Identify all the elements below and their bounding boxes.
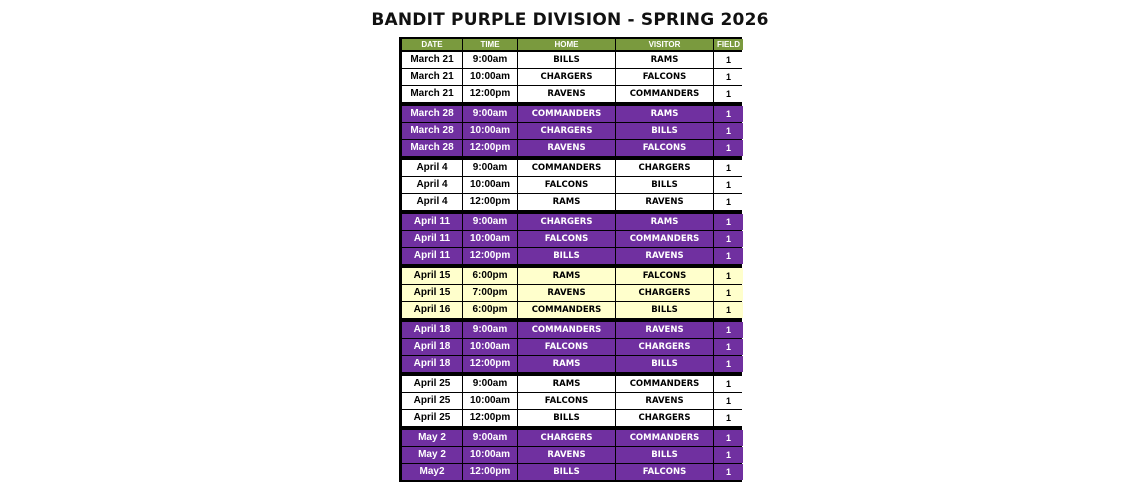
visitor-team-cell: RAMS — [616, 52, 713, 68]
home-team-cell: COMMANDERS — [518, 302, 615, 318]
time-cell: 9:00am — [463, 376, 517, 392]
visitor-team-cell: COMMANDERS — [616, 86, 713, 102]
time-cell: 12:00pm — [463, 464, 517, 480]
time-cell: 12:00pm — [463, 248, 517, 264]
schedule-title: BANDIT PURPLE DIVISION - SPRING 2026 — [371, 10, 769, 30]
time-cell: 9:00am — [463, 430, 517, 446]
home-team-cell: RAMS — [518, 356, 615, 372]
table-row — [402, 268, 739, 284]
time-cell: 9:00am — [463, 214, 517, 230]
field-cell: 1 — [714, 194, 743, 210]
time-cell: 12:00pm — [463, 86, 517, 102]
field-cell: 1 — [714, 410, 743, 426]
home-team-cell: RAMS — [518, 194, 615, 210]
visitor-team-cell: FALCONS — [616, 140, 713, 156]
visitor-team-cell: COMMANDERS — [616, 231, 713, 247]
visitor-team-cell: BILLS — [616, 123, 713, 139]
table-row — [402, 248, 739, 264]
field-cell: 1 — [714, 248, 743, 264]
visitor-team-cell: RAMS — [616, 214, 713, 230]
date-cell: May2 — [402, 464, 462, 480]
table-row — [402, 69, 739, 85]
visitor-team-cell: FALCONS — [616, 268, 713, 284]
table-row — [402, 160, 739, 176]
home-team-cell: BILLS — [518, 248, 615, 264]
home-team-cell: COMMANDERS — [518, 160, 615, 176]
visitor-team-cell: CHARGERS — [616, 160, 713, 176]
time-cell: 10:00am — [463, 339, 517, 355]
visitor-team-cell: BILLS — [616, 302, 713, 318]
table-row — [402, 356, 739, 372]
table-row — [402, 430, 739, 446]
time-cell: 7:00pm — [463, 285, 517, 301]
field-cell: 1 — [714, 177, 743, 193]
time-cell: 10:00am — [463, 231, 517, 247]
home-team-cell: CHARGERS — [518, 123, 615, 139]
date-cell: March 28 — [402, 106, 462, 122]
date-cell: March 28 — [402, 123, 462, 139]
table-row — [402, 177, 739, 193]
schedule-body — [402, 52, 739, 480]
time-cell: 12:00pm — [463, 140, 517, 156]
time-cell: 12:00pm — [463, 194, 517, 210]
date-cell: May 2 — [402, 447, 462, 463]
table-row — [402, 285, 739, 301]
home-team-cell: FALCONS — [518, 393, 615, 409]
field-cell: 1 — [714, 376, 743, 392]
table-row — [402, 464, 739, 480]
week-block — [402, 106, 739, 156]
visitor-team-cell: RAVENS — [616, 194, 713, 210]
date-cell: April 4 — [402, 160, 462, 176]
week-block — [402, 268, 739, 318]
time-cell: 10:00am — [463, 69, 517, 85]
home-team-cell: RAVENS — [518, 447, 615, 463]
home-team-cell: RAVENS — [518, 140, 615, 156]
table-row — [402, 393, 739, 409]
table-row — [402, 106, 739, 122]
time-cell: 10:00am — [463, 393, 517, 409]
table-row — [402, 410, 739, 426]
table-row — [402, 322, 739, 338]
time-cell: 9:00am — [463, 322, 517, 338]
week-block — [402, 430, 739, 480]
field-cell: 1 — [714, 322, 743, 338]
visitor-team-cell: BILLS — [616, 177, 713, 193]
visitor-team-cell: CHARGERS — [616, 410, 713, 426]
week-block — [402, 322, 739, 372]
table-row — [402, 123, 739, 139]
visitor-team-cell: RAVENS — [616, 393, 713, 409]
date-cell: March 21 — [402, 69, 462, 85]
date-cell: May 2 — [402, 430, 462, 446]
schedule-table — [399, 37, 742, 482]
home-team-cell: FALCONS — [518, 177, 615, 193]
time-cell: 6:00pm — [463, 302, 517, 318]
table-row — [402, 231, 739, 247]
home-team-cell: FALCONS — [518, 231, 615, 247]
field-cell: 1 — [714, 214, 743, 230]
date-cell: April 25 — [402, 393, 462, 409]
visitor-team-cell: CHARGERS — [616, 285, 713, 301]
visitor-team-cell: RAMS — [616, 106, 713, 122]
table-row — [402, 302, 739, 318]
date-cell: April 11 — [402, 231, 462, 247]
field-cell: 1 — [714, 464, 743, 480]
home-team-cell: COMMANDERS — [518, 106, 615, 122]
field-cell: 1 — [714, 447, 743, 463]
visitor-team-cell: CHARGERS — [616, 339, 713, 355]
visitor-team-cell: COMMANDERS — [616, 376, 713, 392]
table-row — [402, 194, 739, 210]
table-row — [402, 376, 739, 392]
field-cell: 1 — [714, 302, 743, 318]
field-cell: 1 — [714, 268, 743, 284]
header-field: FIELD — [714, 39, 743, 50]
date-cell: April 15 — [402, 285, 462, 301]
home-team-cell: BILLS — [518, 410, 615, 426]
date-cell: April 4 — [402, 177, 462, 193]
time-cell: 10:00am — [463, 177, 517, 193]
field-cell: 1 — [714, 393, 743, 409]
field-cell: 1 — [714, 106, 743, 122]
table-row — [402, 86, 739, 102]
home-team-cell: CHARGERS — [518, 69, 615, 85]
home-team-cell: RAVENS — [518, 86, 615, 102]
field-cell: 1 — [714, 52, 743, 68]
visitor-team-cell: COMMANDERS — [616, 430, 713, 446]
header-date: DATE — [402, 39, 462, 50]
week-block — [402, 160, 739, 210]
field-cell: 1 — [714, 160, 743, 176]
date-cell: March 21 — [402, 86, 462, 102]
home-team-cell: CHARGERS — [518, 430, 615, 446]
time-cell: 9:00am — [463, 106, 517, 122]
week-block — [402, 376, 739, 426]
visitor-team-cell: FALCONS — [616, 464, 713, 480]
table-row — [402, 214, 739, 230]
visitor-team-cell: RAVENS — [616, 322, 713, 338]
time-cell: 9:00am — [463, 52, 517, 68]
date-cell: April 18 — [402, 356, 462, 372]
header-home: HOME — [518, 39, 615, 50]
table-header-row — [402, 39, 739, 50]
week-block — [402, 214, 739, 264]
week-block — [402, 52, 739, 102]
table-row — [402, 52, 739, 68]
visitor-team-cell: BILLS — [616, 356, 713, 372]
field-cell: 1 — [714, 123, 743, 139]
table-row — [402, 140, 739, 156]
date-cell: April 15 — [402, 268, 462, 284]
time-cell: 12:00pm — [463, 356, 517, 372]
time-cell: 9:00am — [463, 160, 517, 176]
field-cell: 1 — [714, 231, 743, 247]
home-team-cell: FALCONS — [518, 339, 615, 355]
home-team-cell: RAMS — [518, 376, 615, 392]
time-cell: 10:00am — [463, 447, 517, 463]
home-team-cell: BILLS — [518, 52, 615, 68]
field-cell: 1 — [714, 285, 743, 301]
header-time: TIME — [463, 39, 517, 50]
visitor-team-cell: BILLS — [616, 447, 713, 463]
time-cell: 10:00am — [463, 123, 517, 139]
date-cell: April 16 — [402, 302, 462, 318]
date-cell: April 4 — [402, 194, 462, 210]
date-cell: April 11 — [402, 248, 462, 264]
date-cell: April 25 — [402, 410, 462, 426]
date-cell: April 11 — [402, 214, 462, 230]
time-cell: 6:00pm — [463, 268, 517, 284]
field-cell: 1 — [714, 86, 743, 102]
date-cell: April 18 — [402, 339, 462, 355]
field-cell: 1 — [714, 356, 743, 372]
table-row — [402, 339, 739, 355]
date-cell: March 21 — [402, 52, 462, 68]
visitor-team-cell: FALCONS — [616, 69, 713, 85]
home-team-cell: RAVENS — [518, 285, 615, 301]
date-cell: April 18 — [402, 322, 462, 338]
field-cell: 1 — [714, 339, 743, 355]
home-team-cell: CHARGERS — [518, 214, 615, 230]
home-team-cell: RAMS — [518, 268, 615, 284]
home-team-cell: COMMANDERS — [518, 322, 615, 338]
time-cell: 12:00pm — [463, 410, 517, 426]
header-visitor: VISITOR — [616, 39, 713, 50]
field-cell: 1 — [714, 140, 743, 156]
date-cell: March 28 — [402, 140, 462, 156]
visitor-team-cell: RAVENS — [616, 248, 713, 264]
field-cell: 1 — [714, 430, 743, 446]
home-team-cell: BILLS — [518, 464, 615, 480]
table-row — [402, 447, 739, 463]
date-cell: April 25 — [402, 376, 462, 392]
field-cell: 1 — [714, 69, 743, 85]
